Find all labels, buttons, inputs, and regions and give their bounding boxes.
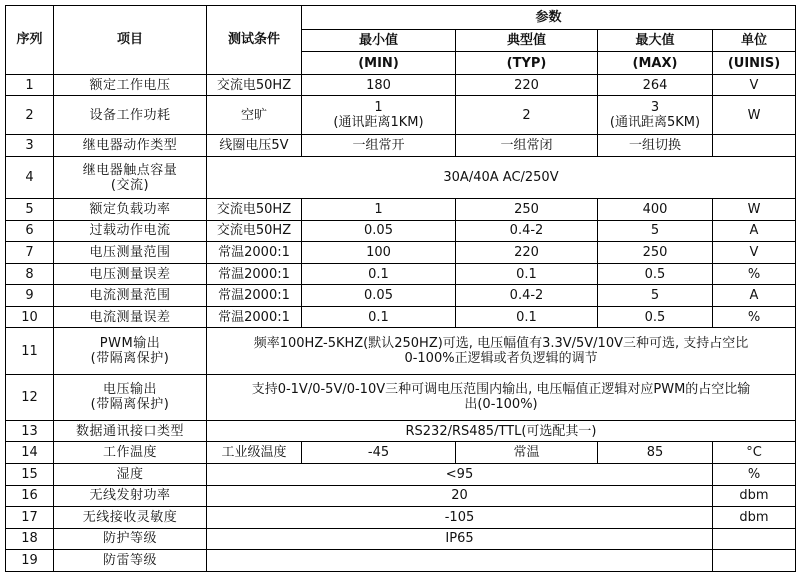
row-typ: 2 bbox=[456, 96, 598, 135]
row-number: 19 bbox=[6, 550, 54, 572]
row-item: 防雷等级 bbox=[54, 550, 207, 572]
row-max: 0.5 bbox=[598, 306, 713, 328]
row-span-line2: 出(0-100%) bbox=[464, 397, 538, 413]
row-unit bbox=[713, 550, 796, 572]
table-row bbox=[6, 199, 796, 221]
table-row bbox=[6, 242, 796, 264]
row-number: 15 bbox=[6, 464, 54, 486]
row-unit: % bbox=[713, 263, 796, 285]
row-condition: 常温2000:1 bbox=[207, 285, 302, 307]
row-item-line1: 继电器触点容量 bbox=[82, 162, 178, 178]
row-condition: 常温2000:1 bbox=[207, 263, 302, 285]
row-item: 工作温度 bbox=[54, 442, 207, 464]
row-typ: 常温 bbox=[456, 442, 598, 464]
header-unit-en: (UINIS) bbox=[713, 52, 796, 75]
row-item: 湿度 bbox=[54, 464, 207, 486]
row-number: 9 bbox=[6, 285, 54, 307]
row-item: 继电器动作类型 bbox=[54, 135, 207, 157]
row-number: 4 bbox=[6, 156, 54, 198]
row-item-line2: (带隔离保护) bbox=[90, 397, 170, 413]
row-unit: °C bbox=[713, 442, 796, 464]
row-item: 电压测量误差 bbox=[54, 263, 207, 285]
row-item: 防护等级 bbox=[54, 528, 207, 550]
row-number: 3 bbox=[6, 135, 54, 157]
row-value: IP65 bbox=[207, 528, 713, 550]
row-value bbox=[207, 550, 713, 572]
row-span-value bbox=[207, 328, 796, 374]
header-max-en: (MAX) bbox=[598, 52, 713, 75]
table-row bbox=[6, 420, 796, 442]
row-max bbox=[598, 96, 713, 135]
row-max-note: (通讯距离5KM) bbox=[609, 115, 701, 131]
row-typ: 250 bbox=[456, 199, 598, 221]
table-row bbox=[6, 263, 796, 285]
row-typ: 0.4-2 bbox=[456, 220, 598, 242]
row-max: 400 bbox=[598, 199, 713, 221]
row-unit: V bbox=[713, 74, 796, 96]
row-item: 电流测量范围 bbox=[54, 285, 207, 307]
row-number: 5 bbox=[6, 199, 54, 221]
row-item-line1: 电压输出 bbox=[102, 382, 157, 398]
row-number: 12 bbox=[6, 374, 54, 420]
row-number: 7 bbox=[6, 242, 54, 264]
spec-table bbox=[5, 5, 796, 572]
row-max: 85 bbox=[598, 442, 713, 464]
row-item: 电流测量误差 bbox=[54, 306, 207, 328]
row-min: 100 bbox=[302, 242, 456, 264]
table-row bbox=[6, 306, 796, 328]
row-min: 180 bbox=[302, 74, 456, 96]
row-max: 0.5 bbox=[598, 263, 713, 285]
row-number: 8 bbox=[6, 263, 54, 285]
row-value: <95 bbox=[207, 464, 713, 486]
row-max: 5 bbox=[598, 285, 713, 307]
table-row bbox=[6, 374, 796, 420]
table-row bbox=[6, 220, 796, 242]
table-row bbox=[6, 156, 796, 198]
row-max: 一组切换 bbox=[598, 135, 713, 157]
row-min-note: (通讯距离1KM) bbox=[333, 115, 424, 131]
row-typ: 一组常闭 bbox=[456, 135, 598, 157]
row-span-line1: 支持0-1V/0-5V/0-10V三种可调电压范围内输出, 电压幅值正逻辑对应PWM的占空比输 bbox=[251, 382, 751, 398]
row-min-value: 1 bbox=[374, 100, 383, 116]
row-typ: 0.4-2 bbox=[456, 285, 598, 307]
row-min: 一组常开 bbox=[302, 135, 456, 157]
row-number: 2 bbox=[6, 96, 54, 135]
row-unit: V bbox=[713, 242, 796, 264]
table-row bbox=[6, 528, 796, 550]
table-row bbox=[6, 507, 796, 529]
row-item: 设备工作功耗 bbox=[54, 96, 207, 135]
row-number: 6 bbox=[6, 220, 54, 242]
header-condition: 测试条件 bbox=[207, 6, 302, 75]
header-seq: 序列 bbox=[6, 6, 54, 75]
row-condition: 交流电50HZ bbox=[207, 74, 302, 96]
row-condition: 工业级温度 bbox=[207, 442, 302, 464]
header-typ: 典型值 bbox=[456, 29, 598, 52]
row-unit: dbm bbox=[713, 485, 796, 507]
row-number: 17 bbox=[6, 507, 54, 529]
row-item: 额定工作电压 bbox=[54, 74, 207, 96]
row-condition: 交流电50HZ bbox=[207, 220, 302, 242]
header-min-en: (MIN) bbox=[302, 52, 456, 75]
row-item-line2: (交流) bbox=[110, 177, 150, 193]
row-max-value: 3 bbox=[650, 100, 660, 116]
row-min: -45 bbox=[302, 442, 456, 464]
row-max: 264 bbox=[598, 74, 713, 96]
row-typ: 0.1 bbox=[456, 263, 598, 285]
row-item: 额定负载功率 bbox=[54, 199, 207, 221]
header-params: 参数 bbox=[302, 6, 796, 30]
row-typ: 0.1 bbox=[456, 306, 598, 328]
row-unit: % bbox=[713, 306, 796, 328]
row-span-value bbox=[207, 374, 796, 420]
table-row bbox=[6, 442, 796, 464]
row-unit: % bbox=[713, 464, 796, 486]
row-condition: 常温2000:1 bbox=[207, 242, 302, 264]
row-min: 0.1 bbox=[302, 263, 456, 285]
row-number: 1 bbox=[6, 74, 54, 96]
row-unit: A bbox=[713, 220, 796, 242]
row-condition: 线圈电压5V bbox=[207, 135, 302, 157]
row-min: 0.1 bbox=[302, 306, 456, 328]
row-number: 13 bbox=[6, 420, 54, 442]
row-unit: W bbox=[713, 96, 796, 135]
row-min: 0.05 bbox=[302, 285, 456, 307]
row-item: 无线接收灵敏度 bbox=[54, 507, 207, 529]
header-item: 项目 bbox=[54, 6, 207, 75]
row-max: 250 bbox=[598, 242, 713, 264]
row-item bbox=[54, 156, 207, 198]
row-unit bbox=[713, 528, 796, 550]
header-unit: 单位 bbox=[713, 29, 796, 52]
row-number: 11 bbox=[6, 328, 54, 374]
row-unit: W bbox=[713, 199, 796, 221]
table-row bbox=[6, 464, 796, 486]
row-number: 18 bbox=[6, 528, 54, 550]
row-unit: dbm bbox=[713, 507, 796, 529]
table-row bbox=[6, 328, 796, 374]
row-span-value: 30A/40A AC/250V bbox=[207, 156, 796, 198]
row-item: 过载动作电流 bbox=[54, 220, 207, 242]
row-item-line1: PWM输出 bbox=[99, 336, 161, 352]
row-min: 1 bbox=[302, 199, 456, 221]
row-min: 0.05 bbox=[302, 220, 456, 242]
row-condition: 空旷 bbox=[207, 96, 302, 135]
header-typ-en: (TYP) bbox=[456, 52, 598, 75]
table-row bbox=[6, 550, 796, 572]
row-item bbox=[54, 374, 207, 420]
table-row bbox=[6, 285, 796, 307]
row-typ: 220 bbox=[456, 242, 598, 264]
row-number: 14 bbox=[6, 442, 54, 464]
row-item-line2: (带隔离保护) bbox=[90, 351, 170, 367]
row-value: -105 bbox=[207, 507, 713, 529]
row-span-line2: 0-100%正逻辑或者负逻辑的调节 bbox=[404, 351, 598, 367]
table-row bbox=[6, 135, 796, 157]
row-item: 数据通讯接口类型 bbox=[54, 420, 207, 442]
row-max: 5 bbox=[598, 220, 713, 242]
header-row-1 bbox=[6, 6, 796, 30]
row-span-line1: 频率100HZ-5KHZ(默认250HZ)可选, 电压幅值有3.3V/5V/10V三种可选, 支持占空比 bbox=[253, 336, 749, 352]
row-span-value: RS232/RS485/TTL(可选配其一) bbox=[207, 420, 796, 442]
row-value: 20 bbox=[207, 485, 713, 507]
row-number: 16 bbox=[6, 485, 54, 507]
header-min: 最小值 bbox=[302, 29, 456, 52]
row-min bbox=[302, 96, 456, 135]
row-item bbox=[54, 328, 207, 374]
table-row bbox=[6, 74, 796, 96]
header-max: 最大值 bbox=[598, 29, 713, 52]
row-condition: 常温2000:1 bbox=[207, 306, 302, 328]
table-row bbox=[6, 485, 796, 507]
row-item: 无线发射功率 bbox=[54, 485, 207, 507]
table-row bbox=[6, 96, 796, 135]
row-unit: A bbox=[713, 285, 796, 307]
row-number: 10 bbox=[6, 306, 54, 328]
row-typ: 220 bbox=[456, 74, 598, 96]
row-unit bbox=[713, 135, 796, 157]
row-item: 电压测量范围 bbox=[54, 242, 207, 264]
row-condition: 交流电50HZ bbox=[207, 199, 302, 221]
